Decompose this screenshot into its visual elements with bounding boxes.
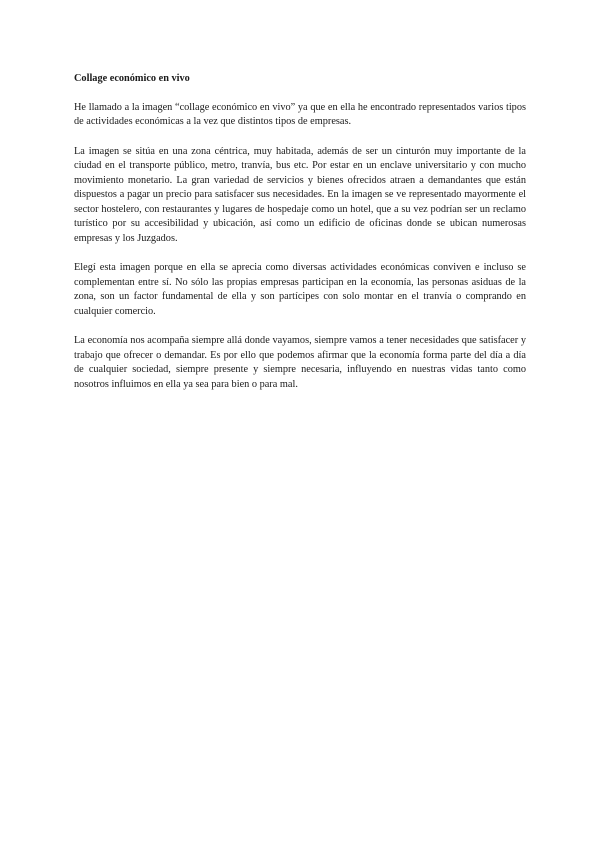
document-body [74,72,526,407]
document-title: Collage económico en vivo [74,73,190,84]
paragraph-3: Elegí esta imagen porque en ella se aprecia como diversas actividades económicas conviven e incluso se complementan entre sí. No sólo las propias empresas participan en la economía, las personas asiduas de la zona, son un factor fundamental de ella y son partícipes con solo montar en el tranvía o comprando en cualquier comercio. [74,262,526,317]
paragraph-2: La imagen se sitúa en una zona céntrica, muy habitada, además de ser un cinturón muy importante de la ciudad en el transporte público, metro, tranvía, bus etc. Por estar en un enclave universitario y con mucho movimiento monetario. La gran variedad de servicios y bienes ofrecidos atraen a demandantes que están dispuestos a pagar un precio para satisfacer sus necesidades. En la imagen se ve representado mayormente el sector hostelero, con restaurantes y lugares de hospedaje como un hotel, que a su vez podrían ser un reclamo turístico por su accesibilidad y ubicación, así como un edificio de oficinas donde se ubican numerosas empresas y los Juzgados. [74,145,526,244]
paragraph-1: He llamado a la imagen “collage económico en vivo” ya que en ella he encontrado representados varios tipos de actividades económicas a la vez que distintos tipos de empresas. [74,101,526,127]
paragraph-4: La economía nos acompaña siempre allá donde vayamos, siempre vamos a tener necesidades que satisfacer y trabajo que ofrecer o demandar. Es por ello que podemos afirmar que la economía forma parte del día a día de cualquier sociedad, siempre presente y siempre necesaria, influyendo en nuestras vidas tanto como nosotros influimos en ella ya sea para bien o para mal. [74,335,526,390]
